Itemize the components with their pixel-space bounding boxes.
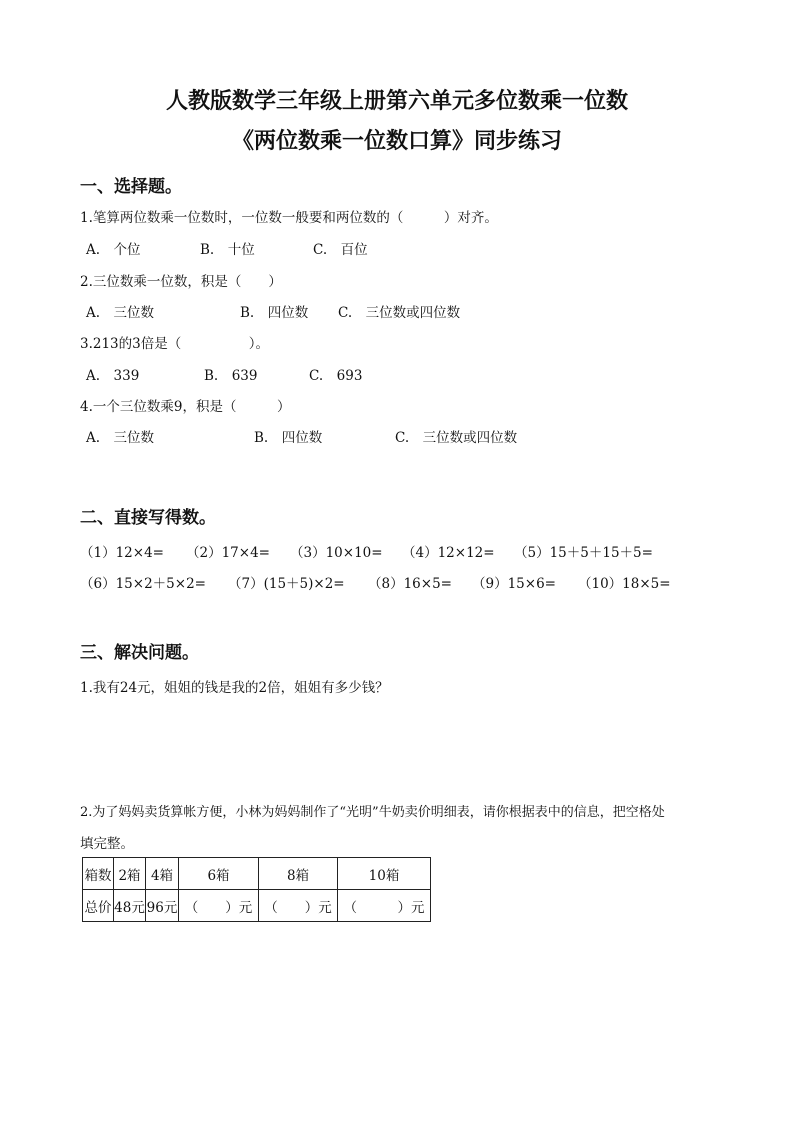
q1-option-b: B. 十位 — [200, 242, 255, 258]
page-title-line2: 《两位数乘一位数口算》同步练习 — [231, 129, 562, 154]
calc-9: （9）15×6= — [472, 576, 556, 592]
table-cell-price-8: （ ）元 — [259, 890, 338, 922]
section3-heading: 三、解决问题。 — [80, 643, 199, 663]
q2-option-b: B. 四位数 — [240, 305, 309, 321]
table-cell-header-label: 箱数 — [83, 858, 114, 890]
table-cell-price-4: 96元 — [146, 890, 179, 922]
table-cell-header-2: 2箱 — [114, 858, 146, 890]
problem-2-line2: 填完整。 — [80, 836, 134, 852]
section2-heading: 二、直接写得数。 — [80, 508, 216, 528]
table-cell-header-6: 6箱 — [179, 858, 259, 890]
page-title-line1: 人教版数学三年级上册第六单元多位数乘一位数 — [165, 89, 628, 114]
calc-4: （4）12×12= — [402, 545, 495, 561]
problem-1: 1.我有24元，姐姐的钱是我的2倍，姐姐有多少钱？ — [80, 680, 389, 696]
calc-10: （10）18×5= — [578, 576, 671, 592]
question-1: 1.笔算两位数乘一位数时，一位数一般要和两位数的（ ）对齐。 — [80, 210, 498, 226]
price-table — [82, 857, 431, 922]
table-cell-header-8: 8箱 — [259, 858, 338, 890]
q2-option-a: A. 三位数 — [86, 305, 155, 321]
calc-1: （1）12×4= — [80, 545, 164, 561]
q4-option-a: A. 三位数 — [86, 430, 155, 446]
calc-6: （6）15×2＋5×2= — [80, 576, 206, 592]
table-cell-price-10: （ ）元 — [338, 890, 431, 922]
q2-option-c: C. 三位数或四位数 — [338, 305, 461, 321]
q1-option-a: A. 个位 — [86, 242, 141, 258]
question-3: 3.213的3倍是（ ）。 — [80, 336, 269, 352]
table-cell-price-6: （ ）元 — [179, 890, 259, 922]
q4-option-c: C. 三位数或四位数 — [395, 430, 518, 446]
table-row-header — [83, 858, 431, 890]
table-cell-header-10: 10箱 — [338, 858, 431, 890]
q3-option-b: B. 639 — [204, 368, 258, 384]
q4-option-b: B. 四位数 — [254, 430, 323, 446]
calc-8: （8）16×5= — [368, 576, 452, 592]
calc-5: （5）15＋5＋15＋5= — [514, 545, 653, 561]
table-cell-price-2: 48元 — [114, 890, 146, 922]
calc-2: （2）17×4= — [186, 545, 270, 561]
question-2: 2.三位数乘一位数，积是（ ） — [80, 274, 282, 290]
table-cell-header-4: 4箱 — [146, 858, 179, 890]
question-4: 4.一个三位数乘9，积是（ ） — [80, 399, 291, 415]
q3-option-a: A. 339 — [86, 368, 140, 384]
calc-3: （3）10×10= — [290, 545, 383, 561]
section1-heading: 一、选择题。 — [80, 177, 182, 197]
table-cell-price-label: 总价 — [83, 890, 114, 922]
problem-2-line1: 2.为了妈妈卖货算帐方便，小林为妈妈制作了“光明”牛奶卖价明细表，请你根据表中的信息，把空格处 — [80, 805, 665, 820]
calc-7: （7）(15＋5)×2= — [228, 576, 345, 592]
q3-option-c: C. 693 — [309, 368, 363, 384]
table-row-price — [83, 890, 431, 922]
q1-option-c: C. 百位 — [313, 242, 368, 258]
